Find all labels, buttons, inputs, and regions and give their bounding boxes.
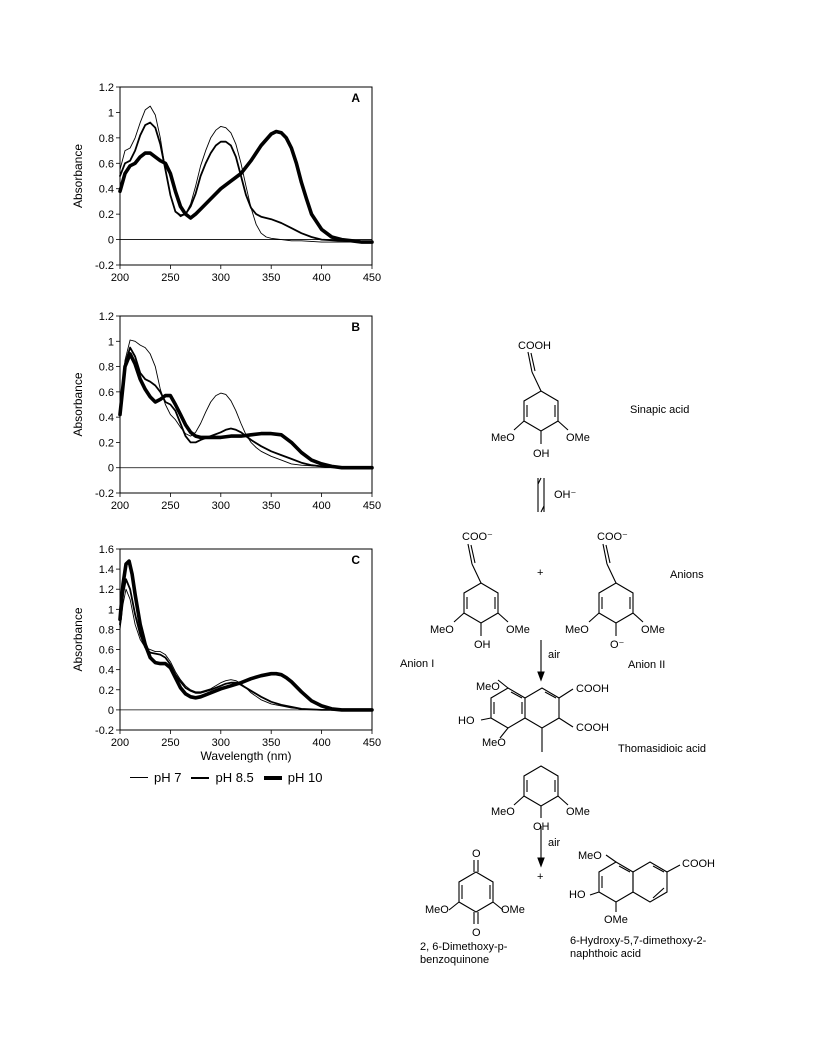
- y-tick-label: 1.2: [98, 82, 114, 94]
- y-tick-label: 1.2: [98, 584, 114, 597]
- thom-cooh-2: COOH: [576, 722, 609, 734]
- anion-2-structure: [589, 544, 643, 636]
- legend-label-ph85: pH 8.5: [215, 770, 254, 785]
- sinapic-acid-structure: [514, 352, 568, 444]
- y-tick-label: 0: [107, 462, 114, 475]
- y-tick-label: 0: [107, 704, 114, 717]
- legend-label-ph7: pH 7: [154, 770, 182, 785]
- anion2-label: Anion II: [628, 659, 666, 671]
- y-tick-label: 0.4: [98, 664, 114, 677]
- y-tick-label: 0.8: [98, 132, 114, 145]
- anion1-meo: MeO: [430, 624, 454, 636]
- sinapic-ome: OMe: [566, 432, 590, 444]
- x-axis-label: Wavelength (nm): [200, 749, 292, 763]
- anion2-ome: OMe: [641, 624, 665, 636]
- y-tick-label: 0.6: [98, 158, 114, 171]
- thom-meo-top: MeO: [476, 681, 500, 693]
- thomasidioic-acid-structure: [481, 680, 573, 818]
- panel-label: C: [351, 553, 360, 567]
- bq-meo: MeO: [425, 904, 449, 916]
- naph-label-line2: naphthoic acid: [570, 948, 641, 960]
- x-tick-label: 400: [312, 737, 331, 749]
- naph-meo-top: MeO: [578, 850, 602, 862]
- naph-ome: OMe: [604, 914, 628, 926]
- x-tick-label: 200: [110, 500, 130, 512]
- thom-ome-bottom: OMe: [566, 806, 590, 818]
- x-tick-label: 350: [262, 500, 281, 512]
- air-label-1: air: [548, 649, 561, 661]
- y-tick-label: 0.2: [98, 437, 114, 450]
- x-tick-label: 250: [161, 500, 180, 512]
- sinapic-oh: OH: [533, 448, 550, 460]
- anions-label: Anions: [670, 569, 704, 581]
- y-axis-label: Absorbance: [71, 372, 85, 437]
- bq-label-line1: 2, 6-Dimethoxy-p-: [420, 941, 508, 953]
- x-tick-label: 400: [312, 500, 331, 512]
- y-tick-label: 0.4: [98, 412, 114, 425]
- thom-oh-bottom: OH: [533, 821, 550, 833]
- anion1-oh: OH: [474, 639, 491, 651]
- y-tick-label: 0.2: [98, 684, 114, 697]
- y-tick-label: 0.8: [98, 624, 114, 637]
- x-tick-label: 300: [211, 272, 230, 284]
- y-tick-label: 0: [107, 234, 114, 247]
- thom-ho: HO: [458, 715, 475, 727]
- y-tick-label: 0.6: [98, 644, 114, 657]
- x-tick-label: 450: [362, 272, 382, 284]
- x-tick-label: 300: [211, 737, 230, 749]
- x-tick-label: 250: [161, 272, 180, 284]
- anion2-coo: COO⁻: [597, 531, 628, 543]
- x-tick-label: 350: [262, 737, 281, 749]
- bq-o-top: O: [472, 848, 481, 860]
- x-tick-label: 250: [161, 737, 180, 749]
- y-tick-label: 1: [107, 107, 114, 120]
- legend-label-ph10: pH 10: [287, 770, 323, 785]
- sinapic-acid-label: Sinapic acid: [630, 404, 690, 416]
- x-tick-label: 400: [312, 272, 331, 284]
- y-tick-label: -0.2: [95, 725, 114, 737]
- y-tick-label: 1.4: [98, 564, 114, 577]
- x-tick-label: 200: [110, 272, 130, 284]
- thomasidioic-label: Thomasidioic acid: [618, 743, 707, 755]
- y-tick-label: 0.4: [98, 183, 114, 196]
- y-tick-label: 1.6: [98, 544, 114, 556]
- thom-cooh-1: COOH: [576, 683, 609, 695]
- bq-label-line2: benzoquinone: [420, 954, 490, 966]
- panel-label: A: [351, 91, 360, 105]
- y-tick-label: 1: [107, 336, 114, 349]
- y-tick-label: 1.2: [98, 311, 114, 323]
- anion2-meo: MeO: [565, 624, 589, 636]
- naph-cooh: COOH: [682, 858, 715, 870]
- anion1-label: Anion I: [400, 658, 435, 670]
- y-tick-label: -0.2: [95, 260, 114, 272]
- x-tick-label: 450: [362, 500, 382, 512]
- x-tick-label: 300: [211, 500, 230, 512]
- bq-ome: OMe: [501, 904, 525, 916]
- oh-minus-label: OH⁻: [554, 489, 577, 501]
- thom-meo-bottom: MeO: [491, 806, 515, 818]
- naphthoic-acid-structure: [590, 855, 680, 912]
- plus-sign-1: +: [537, 567, 544, 579]
- dimethoxybenzoquinone-structure: [449, 860, 503, 924]
- y-tick-label: 1: [107, 604, 114, 617]
- sinapic-meo: MeO: [491, 432, 515, 444]
- plus-sign-2: +: [537, 871, 544, 883]
- bq-o-bottom: O: [472, 927, 481, 939]
- anion2-o-minus: O⁻: [610, 639, 625, 651]
- anion1-coo: COO⁻: [462, 531, 493, 543]
- anion-1-structure: [454, 544, 508, 636]
- y-tick-label: 0.6: [98, 386, 114, 399]
- panel-label: B: [351, 320, 360, 334]
- y-axis-label: Absorbance: [71, 607, 85, 672]
- naph-ho: HO: [569, 889, 586, 901]
- y-tick-label: -0.2: [95, 488, 114, 500]
- thom-meo-mid: MeO: [482, 737, 506, 749]
- y-tick-label: 0.8: [98, 361, 114, 374]
- sinapic-cooh: COOH: [518, 340, 551, 352]
- naph-label-line1: 6-Hydroxy-5,7-dimethoxy-2-: [570, 935, 707, 947]
- anion1-ome: OMe: [506, 624, 530, 636]
- y-axis-label: Absorbance: [71, 143, 85, 209]
- x-tick-label: 450: [362, 737, 382, 749]
- air-label-2: air: [548, 837, 561, 849]
- y-tick-label: 0.2: [98, 209, 114, 222]
- x-tick-label: 350: [262, 272, 281, 284]
- x-tick-label: 200: [110, 737, 130, 749]
